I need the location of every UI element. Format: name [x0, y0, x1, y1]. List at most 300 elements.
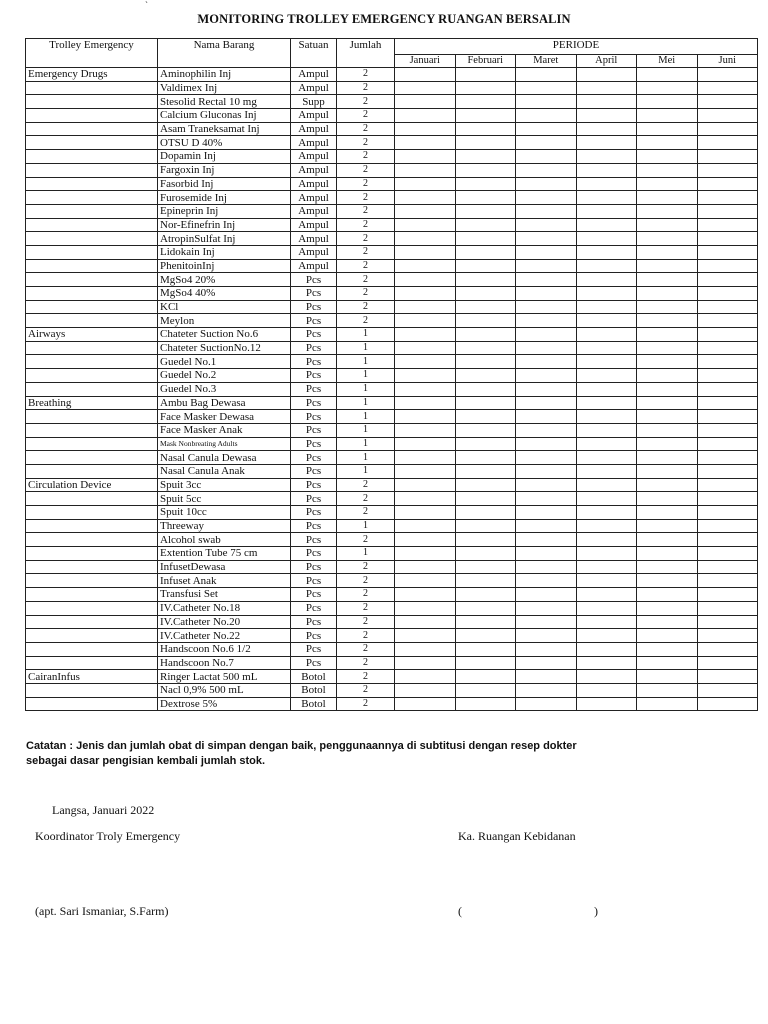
period-check-cell[interactable] [697, 410, 758, 424]
unit-cell: Ampul [291, 81, 337, 95]
period-check-cell[interactable] [516, 656, 577, 670]
period-check-cell[interactable] [516, 382, 577, 396]
period-check-cell[interactable] [697, 574, 758, 588]
period-check-cell[interactable] [697, 122, 758, 136]
period-check-cell[interactable] [576, 601, 637, 615]
period-check-cell[interactable] [516, 369, 577, 383]
period-check-cell[interactable] [516, 519, 577, 533]
period-check-cell[interactable] [576, 95, 637, 109]
period-check-cell[interactable] [697, 163, 758, 177]
period-check-cell[interactable] [697, 259, 758, 273]
period-check-cell[interactable] [516, 560, 577, 574]
period-check-cell[interactable] [455, 437, 516, 451]
period-check-cell[interactable] [395, 191, 456, 205]
period-check-cell[interactable] [395, 437, 456, 451]
period-check-cell[interactable] [697, 314, 758, 328]
period-check-cell[interactable] [697, 369, 758, 383]
period-check-cell[interactable] [455, 355, 516, 369]
period-check-cell[interactable] [395, 697, 456, 711]
period-check-cell[interactable] [455, 396, 516, 410]
period-check-cell[interactable] [637, 122, 698, 136]
period-check-cell[interactable] [637, 683, 698, 697]
period-check-cell[interactable] [516, 615, 577, 629]
period-check-cell[interactable] [455, 601, 516, 615]
period-check-cell[interactable] [576, 81, 637, 95]
period-check-cell[interactable] [455, 615, 516, 629]
period-check-cell[interactable] [455, 273, 516, 287]
period-check-cell[interactable] [576, 519, 637, 533]
period-check-cell[interactable] [455, 300, 516, 314]
period-check-cell[interactable] [576, 259, 637, 273]
period-check-cell[interactable] [455, 245, 516, 259]
period-check-cell[interactable] [576, 232, 637, 246]
period-check-cell[interactable] [455, 163, 516, 177]
period-check-cell[interactable] [637, 642, 698, 656]
period-check-cell[interactable] [576, 492, 637, 506]
period-check-cell[interactable] [455, 136, 516, 150]
period-check-cell[interactable] [576, 629, 637, 643]
period-check-cell[interactable] [516, 232, 577, 246]
item-name-cell: Aminophilin Inj [158, 68, 291, 82]
period-check-cell[interactable] [637, 423, 698, 437]
period-check-cell[interactable] [516, 642, 577, 656]
period-check-cell[interactable] [395, 396, 456, 410]
period-check-cell[interactable] [576, 300, 637, 314]
period-check-cell[interactable] [576, 437, 637, 451]
period-check-cell[interactable] [516, 218, 577, 232]
period-check-cell[interactable] [516, 464, 577, 478]
period-check-cell[interactable] [637, 478, 698, 492]
period-check-cell[interactable] [395, 122, 456, 136]
period-check-cell[interactable] [697, 437, 758, 451]
period-check-cell[interactable] [516, 683, 577, 697]
period-check-cell[interactable] [697, 109, 758, 123]
period-check-cell[interactable] [637, 547, 698, 561]
period-check-cell[interactable] [697, 204, 758, 218]
period-check-cell[interactable] [576, 410, 637, 424]
period-check-cell[interactable] [395, 478, 456, 492]
period-check-cell[interactable] [516, 574, 577, 588]
table-row [26, 136, 758, 150]
period-check-cell[interactable] [697, 588, 758, 602]
unit-cell: Pcs [291, 328, 337, 342]
period-check-cell[interactable] [637, 396, 698, 410]
period-check-cell[interactable] [395, 218, 456, 232]
period-check-cell[interactable] [697, 547, 758, 561]
period-check-cell[interactable] [516, 423, 577, 437]
period-check-cell[interactable] [516, 670, 577, 684]
period-check-cell[interactable] [455, 670, 516, 684]
period-check-cell[interactable] [395, 81, 456, 95]
period-check-cell[interactable] [637, 574, 698, 588]
period-check-cell[interactable] [637, 670, 698, 684]
period-check-cell[interactable] [697, 81, 758, 95]
period-check-cell[interactable] [516, 629, 577, 643]
period-check-cell[interactable] [395, 369, 456, 383]
period-check-cell[interactable] [697, 697, 758, 711]
period-check-cell[interactable] [697, 670, 758, 684]
period-check-cell[interactable] [516, 451, 577, 465]
period-check-cell[interactable] [697, 396, 758, 410]
table-row [26, 218, 758, 232]
period-check-cell[interactable] [516, 68, 577, 82]
period-check-cell[interactable] [576, 273, 637, 287]
period-check-cell[interactable] [395, 533, 456, 547]
period-check-cell[interactable] [576, 588, 637, 602]
item-name-cell: Meylon [158, 314, 291, 328]
period-check-cell[interactable] [576, 369, 637, 383]
period-check-cell[interactable] [637, 355, 698, 369]
period-check-cell[interactable] [697, 150, 758, 164]
period-check-cell[interactable] [637, 95, 698, 109]
period-check-cell[interactable] [516, 95, 577, 109]
period-check-cell[interactable] [576, 341, 637, 355]
period-check-cell[interactable] [576, 615, 637, 629]
period-check-cell[interactable] [455, 492, 516, 506]
period-check-cell[interactable] [637, 177, 698, 191]
period-check-cell[interactable] [637, 437, 698, 451]
period-check-cell[interactable] [395, 506, 456, 520]
period-check-cell[interactable] [395, 204, 456, 218]
period-check-cell[interactable] [516, 122, 577, 136]
period-check-cell[interactable] [395, 451, 456, 465]
period-check-cell[interactable] [516, 81, 577, 95]
period-check-cell[interactable] [455, 218, 516, 232]
period-check-cell[interactable] [637, 464, 698, 478]
period-check-cell[interactable] [697, 68, 758, 82]
period-check-cell[interactable] [697, 341, 758, 355]
period-check-cell[interactable] [516, 273, 577, 287]
period-check-cell[interactable] [576, 122, 637, 136]
period-check-cell[interactable] [576, 355, 637, 369]
period-check-cell[interactable] [455, 287, 516, 301]
period-check-cell[interactable] [455, 588, 516, 602]
period-check-cell[interactable] [576, 245, 637, 259]
period-check-cell[interactable] [395, 287, 456, 301]
period-check-cell[interactable] [455, 341, 516, 355]
period-check-cell[interactable] [455, 519, 516, 533]
period-check-cell[interactable] [395, 492, 456, 506]
period-check-cell[interactable] [637, 287, 698, 301]
period-check-cell[interactable] [697, 656, 758, 670]
period-check-cell[interactable] [455, 109, 516, 123]
period-check-cell[interactable] [395, 355, 456, 369]
period-check-cell[interactable] [637, 506, 698, 520]
table-row [26, 656, 758, 670]
period-check-cell[interactable] [576, 683, 637, 697]
period-check-cell[interactable] [395, 328, 456, 342]
period-check-cell[interactable] [637, 697, 698, 711]
period-check-cell[interactable] [516, 300, 577, 314]
monitoring-table [25, 38, 758, 711]
period-check-cell[interactable] [637, 560, 698, 574]
period-check-cell[interactable] [576, 464, 637, 478]
period-check-cell[interactable] [576, 204, 637, 218]
period-check-cell[interactable] [697, 273, 758, 287]
category-cell: Emergency Drugs [26, 68, 158, 82]
period-check-cell[interactable] [516, 697, 577, 711]
period-check-cell[interactable] [576, 150, 637, 164]
period-check-cell[interactable] [516, 150, 577, 164]
item-name-cell: Threeway [158, 519, 291, 533]
period-check-cell[interactable] [516, 177, 577, 191]
period-check-cell[interactable] [576, 136, 637, 150]
period-check-cell[interactable] [576, 382, 637, 396]
period-check-cell[interactable] [637, 300, 698, 314]
period-check-cell[interactable] [697, 451, 758, 465]
period-check-cell[interactable] [697, 519, 758, 533]
period-check-cell[interactable] [455, 177, 516, 191]
period-check-cell[interactable] [697, 136, 758, 150]
period-check-cell[interactable] [395, 642, 456, 656]
period-check-cell[interactable] [455, 382, 516, 396]
period-check-cell[interactable] [395, 273, 456, 287]
period-check-cell[interactable] [576, 218, 637, 232]
period-check-cell[interactable] [395, 341, 456, 355]
period-check-cell[interactable] [395, 560, 456, 574]
period-check-cell[interactable] [576, 547, 637, 561]
period-check-cell[interactable] [516, 396, 577, 410]
period-check-cell[interactable] [395, 588, 456, 602]
period-check-cell[interactable] [455, 423, 516, 437]
note-line-1: Catatan : Jenis dan jumlah obat di simpan dengan baik, penggunaannya di subtitusi dengan resep dokter [26, 740, 577, 752]
period-check-cell[interactable] [455, 533, 516, 547]
period-check-cell[interactable] [516, 191, 577, 205]
period-check-cell[interactable] [455, 150, 516, 164]
period-check-cell[interactable] [637, 533, 698, 547]
period-check-cell[interactable] [576, 191, 637, 205]
period-check-cell[interactable] [395, 163, 456, 177]
period-check-cell[interactable] [455, 464, 516, 478]
period-check-cell[interactable] [576, 451, 637, 465]
period-check-cell[interactable] [455, 81, 516, 95]
period-check-cell[interactable] [395, 382, 456, 396]
period-check-cell[interactable] [697, 423, 758, 437]
period-check-cell[interactable] [637, 232, 698, 246]
period-check-cell[interactable] [697, 492, 758, 506]
qty-cell: 2 [337, 697, 395, 711]
period-check-cell[interactable] [697, 683, 758, 697]
period-check-cell[interactable] [455, 478, 516, 492]
period-check-cell[interactable] [576, 163, 637, 177]
period-check-cell[interactable] [576, 656, 637, 670]
unit-cell: Pcs [291, 492, 337, 506]
period-check-cell[interactable] [516, 328, 577, 342]
period-check-cell[interactable] [576, 642, 637, 656]
period-check-cell[interactable] [455, 560, 516, 574]
period-check-cell[interactable] [697, 382, 758, 396]
period-check-cell[interactable] [697, 177, 758, 191]
table-row [26, 506, 758, 520]
period-check-cell[interactable] [637, 245, 698, 259]
period-check-cell[interactable] [395, 615, 456, 629]
period-check-cell[interactable] [576, 670, 637, 684]
period-check-cell[interactable] [637, 314, 698, 328]
qty-cell: 1 [337, 547, 395, 561]
period-check-cell[interactable] [697, 245, 758, 259]
period-check-cell[interactable] [395, 683, 456, 697]
period-check-cell[interactable] [455, 232, 516, 246]
period-check-cell[interactable] [637, 519, 698, 533]
period-check-cell[interactable] [697, 642, 758, 656]
period-check-cell[interactable] [576, 697, 637, 711]
period-check-cell[interactable] [576, 396, 637, 410]
period-check-cell[interactable] [516, 506, 577, 520]
period-check-cell[interactable] [516, 437, 577, 451]
period-check-cell[interactable] [697, 287, 758, 301]
period-check-cell[interactable] [697, 629, 758, 643]
period-check-cell[interactable] [455, 574, 516, 588]
period-check-cell[interactable] [395, 629, 456, 643]
period-check-cell[interactable] [697, 464, 758, 478]
period-check-cell[interactable] [395, 136, 456, 150]
period-check-cell[interactable] [516, 163, 577, 177]
period-check-cell[interactable] [455, 122, 516, 136]
period-check-cell[interactable] [395, 95, 456, 109]
period-check-cell[interactable] [395, 423, 456, 437]
period-check-cell[interactable] [637, 81, 698, 95]
period-check-cell[interactable] [516, 492, 577, 506]
period-check-cell[interactable] [455, 328, 516, 342]
period-check-cell[interactable] [455, 95, 516, 109]
period-check-cell[interactable] [455, 451, 516, 465]
period-check-cell[interactable] [455, 204, 516, 218]
period-check-cell[interactable] [455, 506, 516, 520]
period-check-cell[interactable] [697, 615, 758, 629]
period-check-cell[interactable] [516, 136, 577, 150]
period-check-cell[interactable] [637, 656, 698, 670]
period-check-cell[interactable] [516, 287, 577, 301]
period-check-cell[interactable] [516, 204, 577, 218]
period-check-cell[interactable] [516, 588, 577, 602]
period-check-cell[interactable] [637, 451, 698, 465]
period-check-cell[interactable] [637, 410, 698, 424]
period-check-cell[interactable] [576, 177, 637, 191]
period-check-cell[interactable] [637, 109, 698, 123]
period-check-cell[interactable] [395, 177, 456, 191]
period-check-cell[interactable] [697, 328, 758, 342]
period-check-cell[interactable] [697, 506, 758, 520]
period-check-cell[interactable] [395, 150, 456, 164]
period-check-cell[interactable] [455, 410, 516, 424]
period-check-cell[interactable] [576, 314, 637, 328]
period-check-cell[interactable] [395, 656, 456, 670]
period-check-cell[interactable] [697, 601, 758, 615]
period-check-cell[interactable] [455, 547, 516, 561]
period-check-cell[interactable] [516, 341, 577, 355]
period-check-cell[interactable] [637, 163, 698, 177]
period-check-cell[interactable] [637, 259, 698, 273]
period-check-cell[interactable] [637, 492, 698, 506]
period-check-cell[interactable] [516, 355, 577, 369]
period-check-cell[interactable] [395, 314, 456, 328]
period-check-cell[interactable] [637, 341, 698, 355]
period-check-cell[interactable] [516, 245, 577, 259]
period-check-cell[interactable] [395, 670, 456, 684]
period-check-cell[interactable] [637, 191, 698, 205]
period-check-cell[interactable] [697, 478, 758, 492]
period-check-cell[interactable] [395, 109, 456, 123]
period-check-cell[interactable] [697, 300, 758, 314]
category-cell [26, 519, 158, 533]
period-check-cell[interactable] [637, 150, 698, 164]
period-check-cell[interactable] [516, 533, 577, 547]
period-check-cell[interactable] [576, 506, 637, 520]
period-check-cell[interactable] [516, 478, 577, 492]
period-check-cell[interactable] [637, 218, 698, 232]
period-check-cell[interactable] [697, 232, 758, 246]
period-check-cell[interactable] [576, 287, 637, 301]
period-check-cell[interactable] [455, 68, 516, 82]
period-check-cell[interactable] [395, 232, 456, 246]
period-check-cell[interactable] [637, 615, 698, 629]
period-check-cell[interactable] [395, 601, 456, 615]
period-check-cell[interactable] [455, 697, 516, 711]
period-check-cell[interactable] [637, 601, 698, 615]
period-check-cell[interactable] [576, 68, 637, 82]
period-check-cell[interactable] [637, 273, 698, 287]
period-check-cell[interactable] [516, 601, 577, 615]
period-check-cell[interactable] [455, 683, 516, 697]
period-check-cell[interactable] [576, 109, 637, 123]
period-check-cell[interactable] [516, 109, 577, 123]
period-check-cell[interactable] [455, 369, 516, 383]
qty-cell: 2 [337, 109, 395, 123]
period-check-cell[interactable] [455, 314, 516, 328]
period-check-cell[interactable] [516, 259, 577, 273]
period-check-cell[interactable] [516, 410, 577, 424]
period-check-cell[interactable] [637, 629, 698, 643]
period-check-cell[interactable] [637, 136, 698, 150]
period-check-cell[interactable] [637, 68, 698, 82]
period-check-cell[interactable] [576, 328, 637, 342]
period-check-cell[interactable] [395, 68, 456, 82]
period-check-cell[interactable] [395, 245, 456, 259]
period-check-cell[interactable] [455, 191, 516, 205]
period-check-cell[interactable] [637, 588, 698, 602]
period-check-cell[interactable] [697, 533, 758, 547]
period-check-cell[interactable] [395, 259, 456, 273]
period-check-cell[interactable] [455, 629, 516, 643]
period-check-cell[interactable] [576, 423, 637, 437]
period-check-cell[interactable] [576, 560, 637, 574]
period-check-cell[interactable] [697, 355, 758, 369]
period-check-cell[interactable] [697, 560, 758, 574]
period-check-cell[interactable] [697, 191, 758, 205]
period-check-cell[interactable] [395, 574, 456, 588]
period-check-cell[interactable] [395, 464, 456, 478]
period-check-cell[interactable] [455, 642, 516, 656]
period-check-cell[interactable] [576, 478, 637, 492]
period-check-cell[interactable] [637, 204, 698, 218]
period-check-cell[interactable] [455, 656, 516, 670]
period-check-cell[interactable] [516, 314, 577, 328]
period-check-cell[interactable] [516, 547, 577, 561]
period-check-cell[interactable] [455, 259, 516, 273]
period-check-cell[interactable] [697, 218, 758, 232]
period-check-cell[interactable] [637, 382, 698, 396]
period-check-cell[interactable] [576, 574, 637, 588]
qty-cell: 2 [337, 273, 395, 287]
period-check-cell[interactable] [395, 410, 456, 424]
period-check-cell[interactable] [637, 369, 698, 383]
period-check-cell[interactable] [395, 300, 456, 314]
period-check-cell[interactable] [395, 547, 456, 561]
period-check-cell[interactable] [395, 519, 456, 533]
period-check-cell[interactable] [697, 95, 758, 109]
period-check-cell[interactable] [576, 533, 637, 547]
period-check-cell[interactable] [637, 328, 698, 342]
